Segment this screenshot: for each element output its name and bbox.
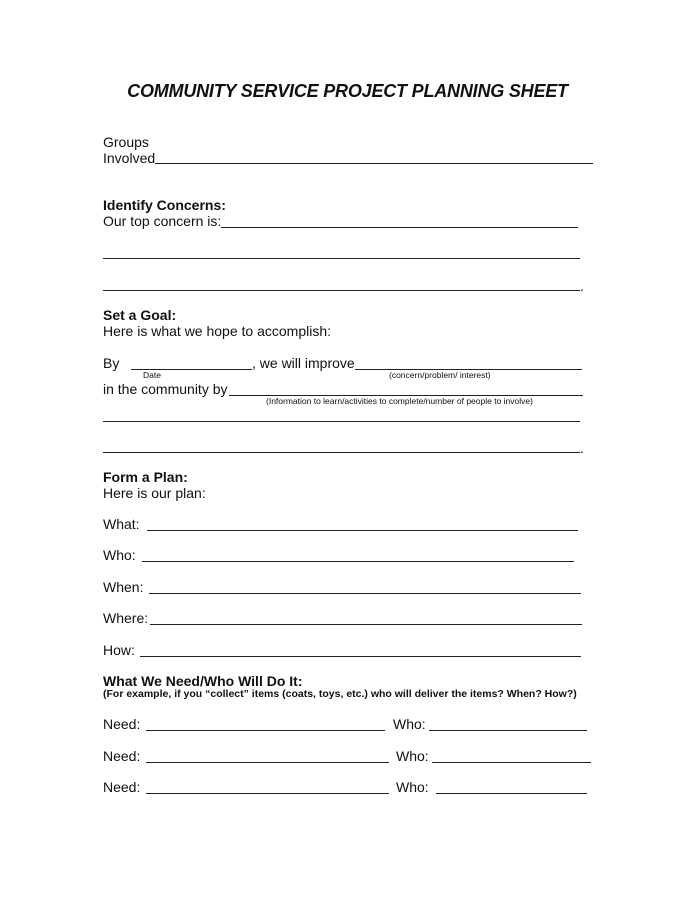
plan-where-line[interactable] (150, 624, 582, 625)
goal-line-2[interactable] (103, 421, 580, 422)
need-label-3: Need: (103, 779, 141, 795)
plan-intro: Here is our plan: (103, 485, 206, 501)
plan-who-label: Who: (103, 547, 136, 563)
goal-end-mark: . (580, 440, 584, 456)
groups-label-line1: Groups (103, 134, 149, 150)
groups-label-line2: Involved (103, 150, 156, 166)
need-line-1[interactable] (146, 730, 385, 731)
concerns-heading: Identify Concerns: (103, 197, 226, 213)
concern-caption: (concern/problem/ interest) (389, 370, 491, 380)
plan-what-line[interactable] (147, 530, 578, 531)
plan-when-label: When: (103, 579, 144, 595)
who-line-1[interactable] (429, 730, 587, 731)
goal-heading: Set a Goal: (103, 307, 177, 323)
who-label-3: Who: (396, 779, 429, 795)
plan-how-line[interactable] (140, 656, 581, 657)
top-concern-line[interactable] (221, 227, 578, 228)
goal-intro: Here is what we hope to accomplish: (103, 323, 331, 339)
concern-line-3[interactable] (103, 290, 580, 291)
need-line-3[interactable] (146, 793, 389, 794)
page-title: COMMUNITY SERVICE PROJECT PLANNING SHEET (127, 81, 568, 101)
goal-line-3[interactable] (103, 452, 580, 453)
date-caption: Date (143, 370, 161, 380)
needs-heading: What We Need/Who Will Do It: (103, 673, 303, 689)
goal-will-improve: , we will improve (252, 355, 355, 371)
who-label-2: Who: (396, 748, 429, 764)
need-line-2[interactable] (146, 762, 389, 763)
concern-end-mark: . (580, 278, 584, 294)
groups-involved-line[interactable] (155, 163, 593, 164)
who-label-1: Who: (393, 716, 426, 732)
who-line-2[interactable] (432, 762, 591, 763)
community-label: in the community by (103, 381, 228, 397)
concerns-prompt: Our top concern is: (103, 213, 222, 229)
concern-line-2[interactable] (103, 258, 580, 259)
plan-how-label: How: (103, 642, 135, 658)
plan-heading: Form a Plan: (103, 469, 188, 485)
who-line-3[interactable] (436, 793, 587, 794)
plan-where-label: Where: (103, 610, 149, 626)
goal-by-label: By (103, 355, 120, 371)
info-caption: (Information to learn/activities to complete/number of people to involve) (266, 396, 533, 406)
need-label-1: Need: (103, 716, 141, 732)
plan-when-line[interactable] (149, 593, 581, 594)
plan-what-label: What: (103, 516, 140, 532)
plan-who-line[interactable] (142, 561, 574, 562)
needs-note: (For example, if you “collect” items (coats, toys, etc.) who will deliver the items? When? How?) (103, 688, 577, 700)
need-label-2: Need: (103, 748, 141, 764)
